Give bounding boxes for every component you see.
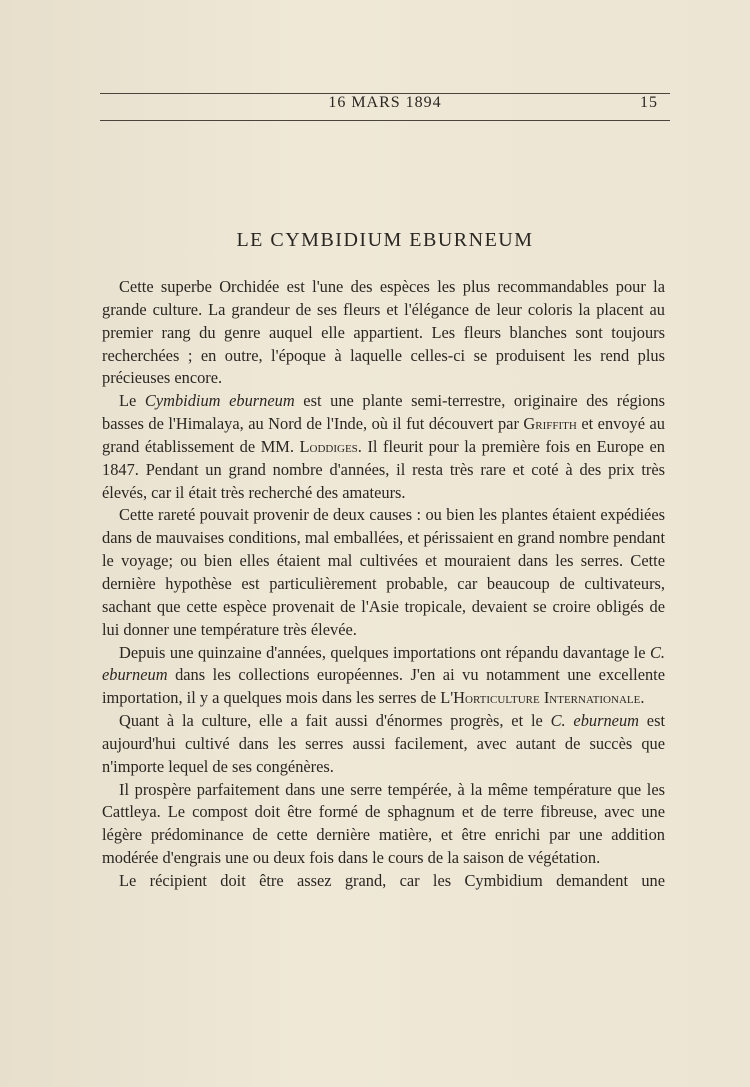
text-run: est une plante semi-terrestre, originaire des régions basses de l'Himalaya, au Nord de l'Inde, où il fut découvert par	[102, 391, 665, 434]
paragraph	[102, 710, 665, 779]
paragraph	[102, 779, 665, 870]
text-run: Le récipient doit être assez grand, car les Cymbidium demandent une	[119, 870, 665, 890]
article-title: LE CYMBIDIUM EBURNEUM	[236, 229, 534, 251]
text-run: Il prospère parfaitement dans une serre tempérée, à la même température que les Cattleya. Le compost doit être formé de sphagnum et de terre fibreuse, avec une légère prédominance de cette dernière matière, et être enrichi par une addition modérée d'engrais une ou deux fois dans le cours de la saison de végétation.	[102, 779, 665, 868]
paragraph	[102, 504, 665, 641]
text-run: .	[640, 688, 645, 708]
article-body	[102, 276, 665, 893]
small-caps-text: Griffith	[523, 414, 577, 434]
paragraph	[102, 276, 665, 390]
text-run: est aujourd'hui cultivé dans les serres aussi facilement, avec autant de succès que n'importe lequel de ses congénères.	[102, 711, 665, 776]
text-run: . Il fleurit pour la première fois en Europe en 1847. Pendant un grand nombre d'années, il resta très rare et coté à des prix très élevés, car il était très recherché des amateurs.	[102, 436, 665, 502]
text-run: dans les collections européennes. J'en ai vu notamment une excellente importation, il y a quelques mois dans les serres de	[102, 665, 665, 708]
paragraph	[102, 642, 665, 711]
running-header	[100, 94, 670, 118]
paragraph	[102, 870, 665, 893]
header-rule-bottom	[100, 120, 670, 121]
text-run: Cette rareté pouvait provenir de deux causes : ou bien les plantes étaient expédiées dans de mauvaises conditions, mal emballées, et périssaient en grand nombre pendant le voyage; ou bien elles étaient mal cultivées et mouraient dans les serres. Cette dernière hypothèse est particulièrement probable, car beaucoup de cultivateurs, sachant que cette espèce provenait de l'Asie tropicale, devaient se croire obligés de lui donner une température très élevée.	[102, 505, 665, 639]
text-run: Depuis une quinzaine d'années, quelques importations ont répandu davantage le	[119, 642, 650, 662]
page-number: 15	[640, 94, 658, 111]
italic-text: C. eburneum	[102, 642, 665, 685]
italic-text: C. eburneum	[550, 711, 639, 731]
text-run: et envoyé au grand établissement de MM.	[102, 414, 665, 456]
small-caps-text: L'Horticulture Internationale	[440, 688, 641, 708]
small-caps-text: Loddiges	[299, 436, 358, 456]
text-run: Quant à la culture, elle a fait aussi d'énormes progrès, et le	[119, 711, 551, 731]
paragraph	[102, 390, 665, 504]
italic-text: Cymbidium eburneum	[144, 391, 295, 411]
header-date: 16 MARS 1894	[328, 94, 442, 111]
text-run: Le	[119, 391, 145, 411]
text-run: Cette superbe Orchidée est l'une des espèces les plus recommandables pour la grande culture. La grandeur de ses fleurs et l'élégance de leur coloris la placent au premier rang du genre auquel elle appartient. Les fleurs blanches sont toujours recherchées ; en outre, l'époque à laquelle celles-ci se produisent les rend plus précieuses encore.	[102, 277, 665, 388]
